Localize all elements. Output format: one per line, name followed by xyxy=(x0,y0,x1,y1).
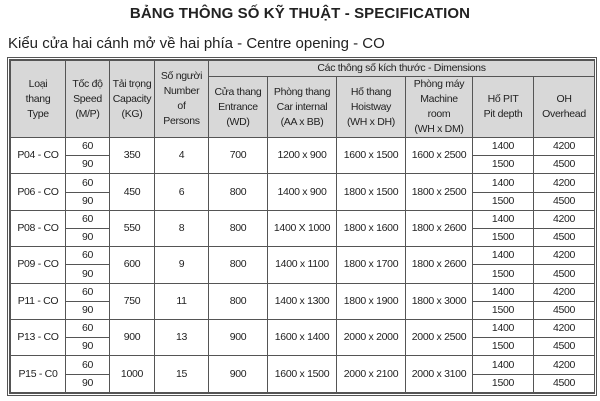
cell-capacity: 750 xyxy=(110,283,155,319)
header-line: Hố thang xyxy=(350,85,392,98)
header-line: Cửa thang xyxy=(214,85,262,98)
header-dimensions: Các thông số kích thước - Dimensions xyxy=(209,61,595,77)
cell-type: P06 - CO xyxy=(11,174,66,210)
cell-car-internal: 1600 x 1500 xyxy=(268,356,337,393)
cell-pit-depth: 1400 xyxy=(473,138,534,156)
header-line: Hố PIT xyxy=(487,93,519,105)
page-title: BẢNG THÔNG SỐ KỸ THUẬT - SPECIFICATION xyxy=(129,5,471,22)
cell-type: P11 - CO xyxy=(11,283,66,319)
cell-machine-room: 1800 x 2600 xyxy=(406,247,473,283)
header-car-internal xyxy=(268,77,337,138)
table-header xyxy=(11,61,595,138)
specification-table-frame xyxy=(7,57,597,396)
cell-persons: 8 xyxy=(155,210,209,246)
cell-pit-depth: 1500 xyxy=(473,374,534,392)
cell-pit-depth: 1500 xyxy=(473,301,534,319)
cell-pit-depth: 1500 xyxy=(473,156,534,174)
header-line: OH xyxy=(556,93,572,105)
cell-overhead: 4500 xyxy=(534,301,595,319)
header-line: Tải trọng xyxy=(112,77,152,90)
cell-overhead: 4500 xyxy=(534,156,595,174)
cell-car-internal: 1400 x 900 xyxy=(268,174,337,210)
header-line: Type xyxy=(27,107,49,120)
header-overhead xyxy=(534,77,595,138)
header-line: Phòng máy xyxy=(413,78,465,90)
cell-speed: 90 xyxy=(66,301,110,319)
cell-capacity: 450 xyxy=(110,174,155,210)
cell-type: P15 - C0 xyxy=(11,356,66,393)
header-capacity xyxy=(110,61,155,138)
header-line: Machine xyxy=(420,93,458,105)
cell-hoistway: 1800 x 1600 xyxy=(337,210,406,246)
cell-speed: 60 xyxy=(66,210,110,228)
cell-capacity: 600 xyxy=(110,247,155,283)
cell-speed: 90 xyxy=(66,156,110,174)
table-row xyxy=(11,320,595,338)
cell-entrance: 800 xyxy=(209,283,268,319)
header-line: (AA x BB) xyxy=(280,115,324,128)
cell-pit-depth: 1400 xyxy=(473,320,534,338)
header-line: (WH x DM) xyxy=(414,123,464,135)
header-line: Phòng thang xyxy=(273,85,331,98)
cell-car-internal: 1600 x 1400 xyxy=(268,320,337,356)
cell-machine-room: 1600 x 2500 xyxy=(406,138,473,174)
cell-pit-depth: 1500 xyxy=(473,338,534,356)
cell-overhead: 4200 xyxy=(534,283,595,301)
cell-pit-depth: 1400 xyxy=(473,283,534,301)
header-line: Entrance xyxy=(218,100,258,113)
table-body xyxy=(11,138,595,393)
cell-overhead: 4500 xyxy=(534,338,595,356)
cell-persons: 13 xyxy=(155,320,209,356)
header-line: Số người xyxy=(160,70,203,82)
cell-type: P13 - CO xyxy=(11,320,66,356)
cell-pit-depth: 1400 xyxy=(473,174,534,192)
cell-persons: 6 xyxy=(155,174,209,210)
cell-hoistway: 2000 x 2100 xyxy=(337,356,406,393)
header-persons xyxy=(155,61,209,138)
cell-pit-depth: 1500 xyxy=(473,265,534,283)
cell-hoistway: 1600 x 1500 xyxy=(337,138,406,174)
cell-speed: 60 xyxy=(66,174,110,192)
cell-machine-room: 2000 x 3100 xyxy=(406,356,473,393)
cell-overhead: 4200 xyxy=(534,247,595,265)
cell-overhead: 4200 xyxy=(534,320,595,338)
cell-entrance: 800 xyxy=(209,210,268,246)
cell-speed: 60 xyxy=(66,356,110,374)
cell-hoistway: 1800 x 1700 xyxy=(337,247,406,283)
cell-capacity: 900 xyxy=(110,320,155,356)
header-entrance xyxy=(209,77,268,138)
cell-overhead: 4200 xyxy=(534,138,595,156)
cell-capacity: 1000 xyxy=(110,356,155,393)
cell-overhead: 4500 xyxy=(534,229,595,247)
cell-speed: 90 xyxy=(66,229,110,247)
cell-type: P08 - CO xyxy=(11,210,66,246)
header-machine-room xyxy=(406,77,473,138)
cell-overhead: 4200 xyxy=(534,174,595,192)
header-line: (WD) xyxy=(226,115,250,128)
cell-pit-depth: 1500 xyxy=(473,192,534,210)
cell-overhead: 4500 xyxy=(534,265,595,283)
table-row xyxy=(11,247,595,265)
header-type xyxy=(11,61,66,138)
header-hoistway xyxy=(337,77,406,138)
header-pit-depth xyxy=(473,77,534,138)
header-line: (M/P) xyxy=(75,107,100,120)
header-line: Speed xyxy=(73,92,102,105)
cell-speed: 60 xyxy=(66,138,110,156)
cell-machine-room: 2000 x 2500 xyxy=(406,320,473,356)
header-line: Tốc độ xyxy=(72,77,103,90)
cell-entrance: 900 xyxy=(209,356,268,393)
header-line: Hoistway xyxy=(350,100,392,113)
cell-type: P04 - CO xyxy=(11,138,66,174)
cell-speed: 60 xyxy=(66,283,110,301)
header-line: thang xyxy=(25,92,51,105)
cell-overhead: 4200 xyxy=(534,356,595,374)
cell-entrance: 700 xyxy=(209,138,268,174)
header-line: room xyxy=(427,108,451,120)
cell-type: P09 - CO xyxy=(11,247,66,283)
cell-speed: 90 xyxy=(66,374,110,392)
cell-machine-room: 1800 x 2600 xyxy=(406,210,473,246)
specification-table xyxy=(10,60,595,393)
cell-car-internal: 1400 x 1300 xyxy=(268,283,337,319)
cell-persons: 9 xyxy=(155,247,209,283)
header-line: (WH x DH) xyxy=(346,115,396,128)
cell-persons: 15 xyxy=(155,356,209,393)
cell-speed: 90 xyxy=(66,192,110,210)
table-row xyxy=(11,174,595,192)
cell-entrance: 800 xyxy=(209,174,268,210)
cell-hoistway: 2000 x 2000 xyxy=(337,320,406,356)
cell-overhead: 4500 xyxy=(534,192,595,210)
page-subtitle: Kiểu cửa hai cánh mở về hai phía - Centre opening - CO xyxy=(8,35,385,52)
header-line: (KG) xyxy=(121,107,143,120)
cell-pit-depth: 1400 xyxy=(473,247,534,265)
cell-hoistway: 1800 x 1900 xyxy=(337,283,406,319)
header-line: Persons xyxy=(163,115,200,127)
header-line: Loại xyxy=(28,77,48,90)
header-line: Number xyxy=(163,85,200,97)
cell-persons: 11 xyxy=(155,283,209,319)
table-row xyxy=(11,356,595,374)
header-line: Pit depth xyxy=(483,108,523,120)
table-row xyxy=(11,283,595,301)
table-row xyxy=(11,138,595,156)
cell-pit-depth: 1400 xyxy=(473,210,534,228)
header-speed xyxy=(66,61,110,138)
header-line: Car internal xyxy=(276,100,328,113)
cell-overhead: 4500 xyxy=(534,374,595,392)
cell-pit-depth: 1500 xyxy=(473,229,534,247)
cell-car-internal: 1400 X 1000 xyxy=(268,210,337,246)
cell-speed: 90 xyxy=(66,265,110,283)
header-line: Overhead xyxy=(542,108,586,120)
cell-hoistway: 1800 x 1500 xyxy=(337,174,406,210)
cell-pit-depth: 1400 xyxy=(473,356,534,374)
cell-entrance: 800 xyxy=(209,247,268,283)
cell-speed: 60 xyxy=(66,247,110,265)
cell-car-internal: 1200 x 900 xyxy=(268,138,337,174)
header-line: of xyxy=(177,100,186,112)
cell-speed: 90 xyxy=(66,338,110,356)
cell-overhead: 4200 xyxy=(534,210,595,228)
cell-speed: 60 xyxy=(66,320,110,338)
cell-persons: 4 xyxy=(155,138,209,174)
header-line: Capacity xyxy=(112,92,152,105)
cell-machine-room: 1800 x 2500 xyxy=(406,174,473,210)
cell-car-internal: 1400 x 1100 xyxy=(268,247,337,283)
cell-capacity: 550 xyxy=(110,210,155,246)
cell-capacity: 350 xyxy=(110,138,155,174)
table-row xyxy=(11,210,595,228)
cell-entrance: 900 xyxy=(209,320,268,356)
cell-machine-room: 1800 x 3000 xyxy=(406,283,473,319)
